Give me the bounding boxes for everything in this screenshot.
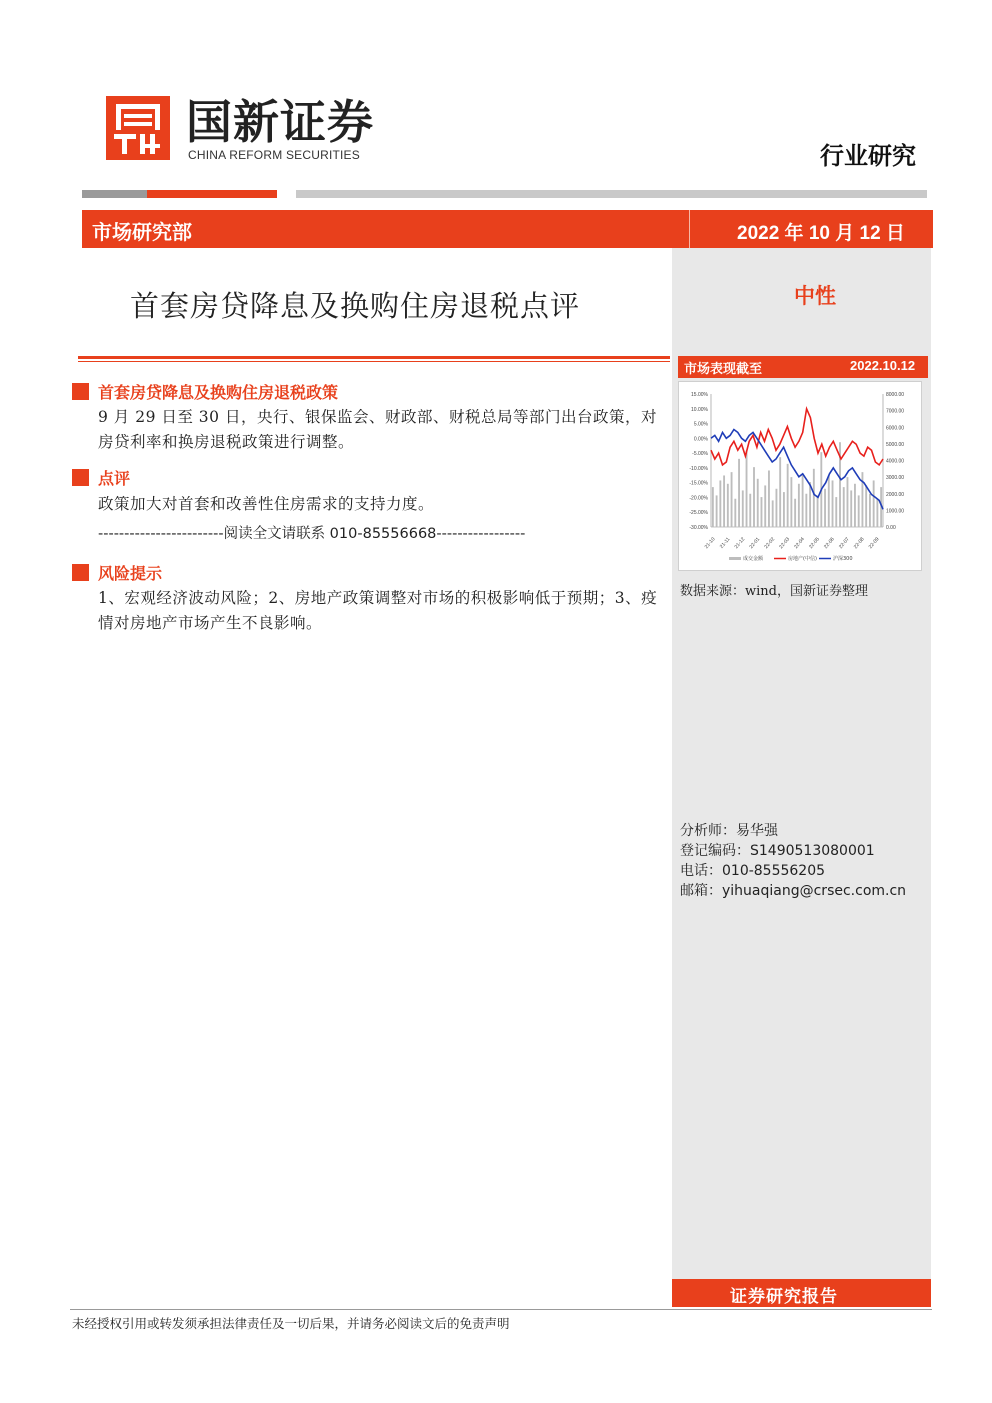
chart-x-tick-label: 22-02	[763, 536, 777, 551]
chart-left-tick-label: -5.00%	[692, 451, 708, 458]
department-name: 市场研究部	[92, 220, 192, 244]
chart-bar	[723, 475, 725, 527]
chart-x-tick-label: 22-04	[793, 536, 806, 551]
market-performance-chart	[678, 381, 922, 571]
chart-bar	[776, 489, 778, 527]
chart-bar	[761, 497, 763, 527]
chart-bar	[719, 480, 721, 527]
chart-bar	[731, 472, 733, 527]
chart-bar	[757, 479, 759, 527]
chart-bar	[876, 499, 878, 527]
chart-bar	[734, 499, 736, 527]
section-heading-policy: 首套房贷降息及换购住房退税政策	[98, 383, 339, 402]
chart-bar	[873, 480, 875, 527]
chart-left-tick-label: -10.00%	[689, 465, 708, 472]
rating-badge: 中性	[794, 283, 836, 308]
chart-bar	[854, 484, 856, 527]
section-bullet-icon	[72, 564, 89, 581]
header-rule-dark	[82, 190, 147, 198]
chart-bar	[802, 474, 804, 527]
chart-x-tick-label: 21-10	[703, 536, 717, 551]
section-bullet-icon	[72, 469, 89, 486]
chart-left-tick-label: -25.00%	[689, 510, 708, 517]
footer-rule	[70, 1309, 932, 1310]
chart-x-tick-label: 22-01	[748, 536, 762, 551]
chart-bar	[790, 477, 792, 527]
chart-bar	[865, 485, 867, 527]
chart-right-tick-label: 4000.00	[886, 458, 905, 465]
chart-bar	[850, 490, 852, 527]
chart-bar	[832, 480, 834, 527]
section-text-comment: 政策加大对首套和改善性住房需求的支持力度。	[98, 495, 435, 513]
chart-bar	[716, 495, 718, 527]
chart-bar	[783, 492, 785, 527]
chart-bar	[779, 457, 781, 527]
chart-bar	[858, 495, 860, 527]
chart-bar	[746, 451, 748, 527]
chart-line-real-estate	[711, 409, 883, 465]
chart-right-tick-label: 1000.00	[886, 508, 905, 515]
chart-legend-swatch	[729, 557, 741, 560]
chart-bar	[742, 490, 744, 527]
chart-right-tick-label: 8000.00	[886, 392, 905, 398]
chart-right-tick-label: 2000.00	[886, 491, 905, 498]
chart-right-tick-label: 7000.00	[886, 408, 905, 415]
header-rule-red	[147, 190, 277, 198]
header-rule-grey	[296, 190, 927, 198]
chart-legend-label: 沪深300	[833, 556, 853, 562]
analyst-email[interactable]: 邮箱：yihuaqiang@crsec.com.cn	[680, 883, 907, 899]
chart-line-csi300	[711, 430, 883, 510]
chart-legend-label: 成交金额	[743, 556, 764, 562]
chart-bar	[847, 477, 849, 527]
chart-bar	[753, 467, 755, 527]
section-heading-comment: 点评	[98, 469, 131, 488]
chart-bar	[813, 469, 815, 527]
report-title: 首套房贷降息及换购住房退税点评	[130, 289, 581, 323]
chart-right-tick-label: 5000.00	[886, 441, 905, 448]
logo-mark	[106, 96, 170, 160]
chart-right-tick-label: 6000.00	[886, 425, 905, 432]
chart-bar	[712, 487, 714, 527]
title-rule-thin	[78, 361, 670, 362]
chart-bar	[794, 499, 796, 527]
chart-x-tick-label: 22-06	[822, 536, 836, 551]
chart-bar	[869, 494, 871, 527]
chart-bar	[749, 494, 751, 527]
report-date: 2022 年 10 月 12 日	[737, 223, 905, 244]
section-text-risk: 1、宏观经济波动风险；2、房地产政策调整对市场的积极影响低于预期；3、疫情对房地产市场产生不良影响。	[98, 589, 658, 632]
chart-legend-label: 房地产(中信)	[788, 556, 817, 562]
chart-source: 数据来源：wind，国新证券整理	[680, 584, 868, 599]
chart-x-tick-label: 22-03	[778, 536, 792, 551]
chart-bar	[738, 459, 740, 527]
chart-bar	[835, 497, 837, 527]
chart-bar	[805, 494, 807, 527]
chart-svg	[679, 382, 921, 570]
chart-bar	[817, 495, 819, 527]
analyst-phone: 电话：010-85556205	[680, 863, 826, 879]
title-rule	[78, 356, 670, 359]
chart-bar	[809, 482, 811, 527]
analyst-registration: 登记编码：S1490513080001	[680, 843, 875, 859]
section-text-policy: 9 月 29 日至 30 日，央行、银保监会、财政部、财税总局等部门出台政策，对房贷利率和换房退税政策进行调整。	[98, 408, 657, 451]
chart-left-tick-label: -20.00%	[689, 495, 708, 502]
chart-bar	[798, 484, 800, 527]
chart-left-tick-label: -15.00%	[689, 480, 708, 487]
chart-x-tick-label: 22-08	[852, 536, 866, 551]
report-type: 行业研究	[820, 141, 916, 170]
section-bullet-icon	[72, 383, 89, 400]
chart-x-tick-label: 22-09	[867, 536, 881, 551]
chart-bar	[787, 464, 789, 527]
chart-bar	[843, 487, 845, 527]
chart-right-tick-label: 3000.00	[886, 475, 905, 482]
chart-header-label: 市场表现截至	[684, 362, 763, 377]
chart-left-tick-label: -30.00%	[689, 525, 708, 531]
chart-left-tick-label: 0.00%	[693, 436, 708, 443]
chart-bar	[824, 489, 826, 527]
department-bar-divider	[689, 210, 690, 248]
chart-header-date: 2022.10.12	[850, 358, 916, 373]
chart-x-tick-label: 21-12	[733, 536, 747, 551]
chart-x-tick-label: 21-11	[718, 536, 732, 550]
analyst-name: 分析师：易华强	[680, 823, 778, 839]
report-label: 证券研究报告	[730, 1287, 838, 1307]
contact-line: ------------------------阅读全文请联系 010-85556668-----------------	[98, 526, 526, 542]
chart-x-tick-label: 22-07	[837, 536, 851, 551]
section-heading-risk: 风险提示	[98, 564, 163, 583]
chart-left-tick-label: 5.00%	[693, 421, 708, 428]
chart-bar	[727, 484, 729, 527]
chart-left-tick-label: 15.00%	[691, 392, 708, 398]
chart-bar	[768, 470, 770, 527]
logo-wordmark: 国新证券	[186, 95, 374, 149]
chart-bar	[764, 485, 766, 527]
chart-bar	[828, 475, 830, 527]
logo-english: CHINA REFORM SECURITIES	[188, 148, 360, 162]
chart-x-tick-label: 22-05	[808, 536, 821, 551]
disclaimer: 未经授权引用或转发须承担法律责任及一切后果，并请务必阅读文后的免责声明	[72, 1316, 510, 1331]
chart-right-tick-label: 0.00	[886, 525, 896, 531]
chart-bar	[772, 500, 774, 527]
chart-left-tick-label: 10.00%	[691, 406, 708, 413]
